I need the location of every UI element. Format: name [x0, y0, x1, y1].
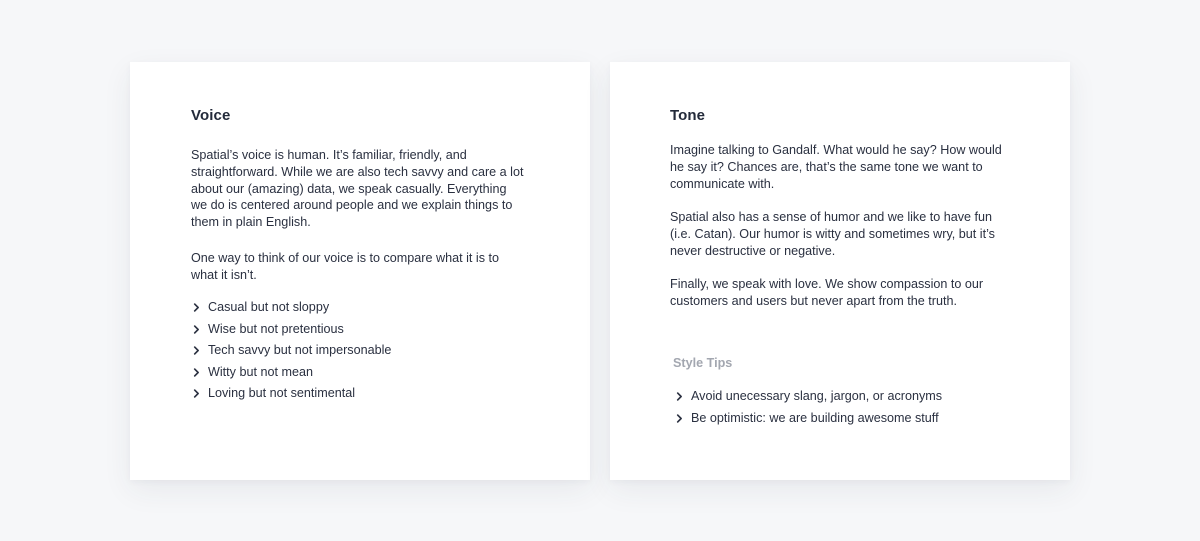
voice-list	[191, 299, 391, 407]
voice-paragraph-1: Spatial’s voice is human. It’s familiar, friendly, and straightforward. While we are also tech savvy and care a lot about our (amazing) data, we speak casually. Everything we do is centered around people and we explain things to them in plain English.	[191, 148, 524, 230]
chevron-right-icon	[192, 368, 201, 377]
list-item-label: Tech savvy but not impersonable	[208, 343, 392, 358]
tone-paragraph-2: Spatial also has a sense of humor and we like to have fun (i.e. Catan). Our humor is witty and sometimes wry, but it’s never destructive or negative.	[670, 210, 995, 258]
chevron-right-icon	[192, 325, 201, 334]
list-item-label: Avoid unecessary slang, jargon, or acronyms	[691, 389, 943, 403]
list-item	[191, 321, 391, 343]
list-item-label: Wise but not pretentious	[208, 321, 344, 336]
list-item-label: Be optimistic: we are building awesome stuff	[691, 410, 939, 425]
list-item	[191, 299, 391, 321]
list-item	[674, 388, 942, 410]
chevron-right-icon	[192, 303, 201, 312]
list-item	[191, 385, 391, 407]
list-item-label: Loving but not sentimental	[208, 386, 356, 401]
tone-card	[610, 62, 1070, 480]
tone-paragraph-3: Finally, we speak with love. We show compassion to our customers and users but never apart from the truth.	[670, 277, 984, 308]
list-item	[191, 364, 391, 386]
tone-title: Tone	[670, 107, 706, 124]
chevron-right-icon	[192, 389, 201, 398]
list-item	[191, 342, 391, 364]
voice-card	[130, 62, 590, 480]
voice-title: Voice	[191, 107, 231, 124]
list-item	[674, 410, 942, 432]
tone-paragraph-1: Imagine talking to Gandalf. What would he say? How would he say it? Chances are, that’s the same tone we want to communicate with.	[670, 143, 1002, 191]
chevron-right-icon	[675, 392, 684, 401]
voice-paragraph-2: One way to think of our voice is to compare what it is to what it isn’t.	[191, 251, 499, 282]
list-item-label: Witty but not mean	[208, 364, 313, 379]
style-tips-title: Style Tips	[673, 356, 733, 370]
chevron-right-icon	[675, 414, 684, 423]
chevron-right-icon	[192, 346, 201, 355]
list-item-label: Casual but not sloppy	[208, 300, 330, 314]
style-tips-list	[674, 388, 942, 431]
